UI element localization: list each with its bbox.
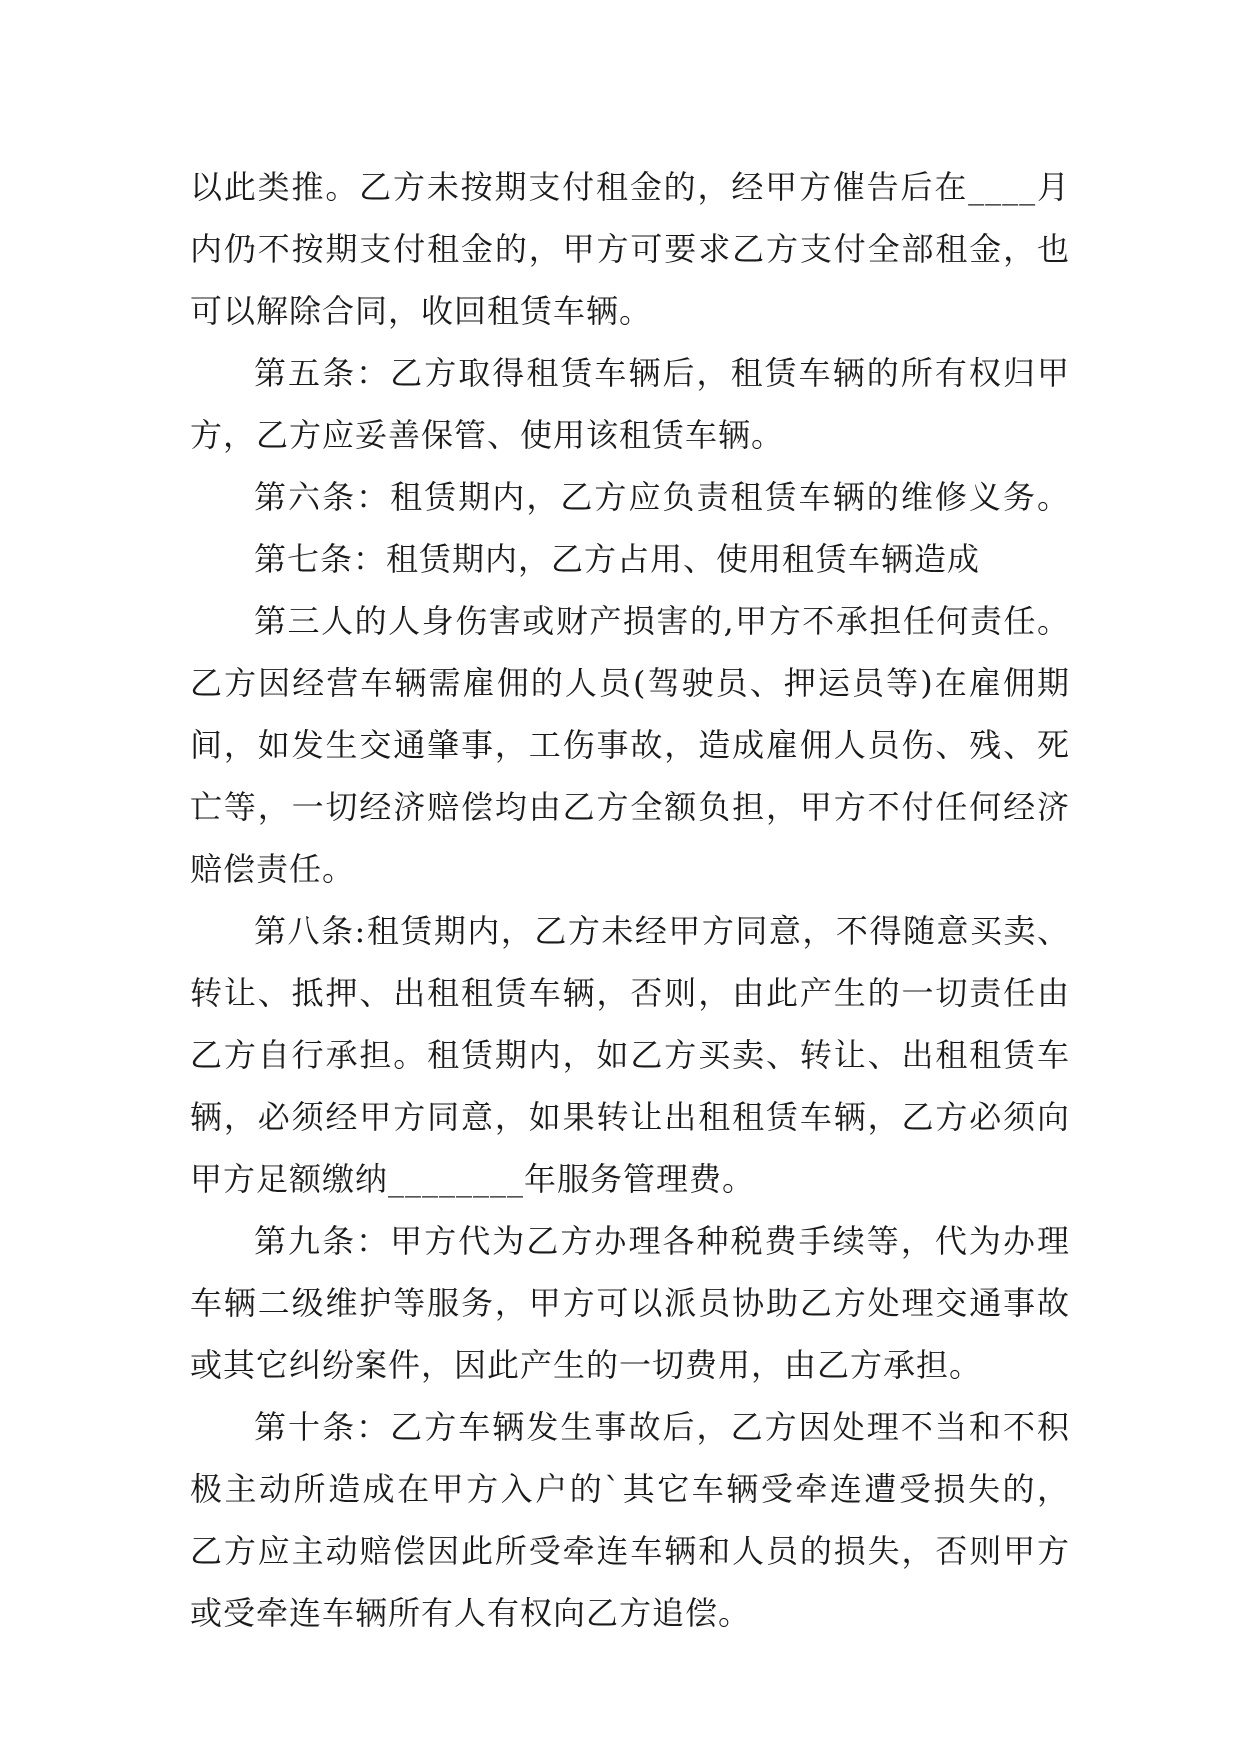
text-line: 或其它纠纷案件，因此产生的一切费用，由乙方承担。 [190,1346,983,1384]
text-line: 内仍不按期支付租金的，甲方可要求乙方支付全部租金，也 [190,230,1070,268]
text-line: 第三人的人身伤害或财产损害的,甲方不承担任何责任。 [254,602,1070,640]
article-6-line: 第六条：租赁期内，乙方应负责租赁车辆的维修义务。 [254,478,1070,516]
article-7-line: 第七条：租赁期内，乙方占用、使用租赁车辆造成 [254,540,981,578]
article-8-line: 第八条:租赁期内，乙方未经甲方同意，不得随意买卖、 [254,912,1070,950]
article-9-line: 第九条：甲方代为乙方办理各种税费手续等，代为办理 [254,1222,1070,1260]
text-line: 甲方足额缴纳________年服务管理费。 [190,1160,756,1198]
text-line: 乙方应主动赔偿因此所受牵连车辆和人员的损失，否则甲方 [190,1532,1070,1570]
text-line: 极主动所造成在甲方入户的`其它车辆受牵连遭受损失的， [190,1470,1070,1508]
document-body [190,156,1070,1644]
text-line: 乙方因经营车辆需雇佣的人员(驾驶员、押运员等)在雇佣期 [190,664,1070,702]
text-line: 可以解除合同，收回租赁车辆。 [190,292,653,330]
text-line: 间，如发生交通肇事，工伤事故，造成雇佣人员伤、残、死 [190,726,1070,764]
text-line: 辆，必须经甲方同意，如果转让出租租赁车辆，乙方必须向 [190,1098,1070,1136]
text-line: 乙方自行承担。租赁期内，如乙方买卖、转让、出租租赁车 [190,1036,1070,1074]
text-line: 转让、抵押、出租租赁车辆，否则，由此产生的一切责任由 [190,974,1070,1012]
text-line: 方，乙方应妥善保管、使用该租赁车辆。 [190,416,785,454]
article-10-line: 第十条：乙方车辆发生事故后，乙方因处理不当和不积 [254,1408,1070,1446]
text-line: 车辆二级维护等服务，甲方可以派员协助乙方处理交通事故 [190,1284,1070,1322]
text-line: 亡等，一切经济赔偿均由乙方全额负担，甲方不付任何经济 [190,788,1070,826]
text-line: 以此类推。乙方未按期支付租金的，经甲方催告后在____月 [190,168,1070,206]
text-line: 赔偿责任。 [190,850,356,888]
text-line: 或受牵连车辆所有人有权向乙方追偿。 [190,1594,752,1632]
article-5-line: 第五条：乙方取得租赁车辆后，租赁车辆的所有权归甲 [254,354,1070,392]
